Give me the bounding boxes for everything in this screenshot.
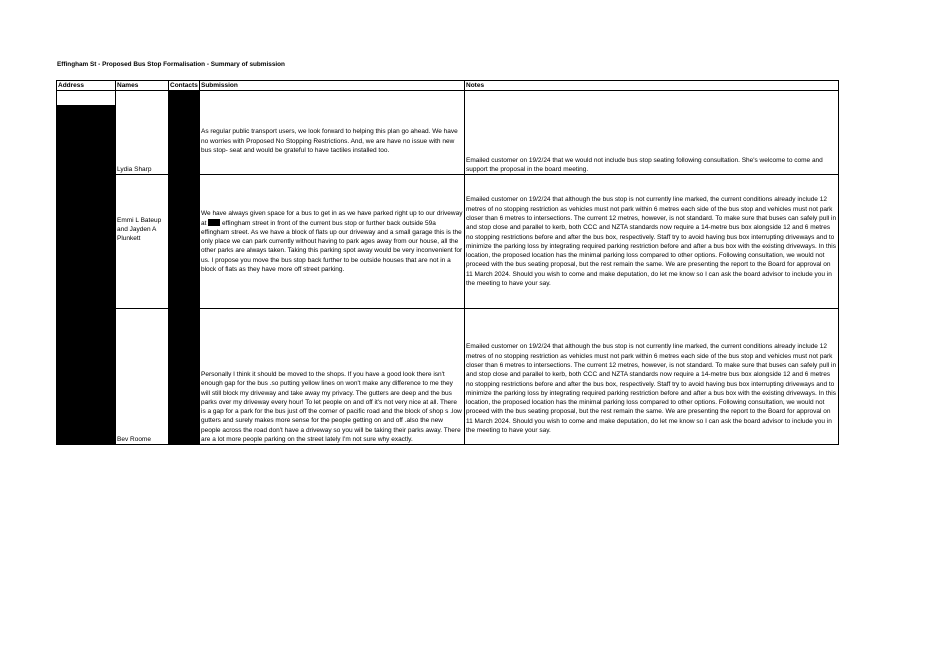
submission-text: As regular public transport users, we look forward to helping this plan go ahead. We have no worries with Proposed No Stopping Restrictions. And, we are have no issue with new bus stop- seat and would be grateful to have tactiles installed too. — [201, 128, 458, 154]
notes-text: Emailed customer on 19/2/24 that although the bus stop is not currently line marked, the current conditions already include 12 metres of no stopping restriction as vehicles must not park within 6 metres each side of the bus stop and vehicles must not park closer than 6 metres to intersections. The current 12 metres, however, is not standard. To make sure that buses can safely pull in and stop close and parallel to kerb, both CCC and NZTA standards now require a 14-metre bus box alongside 12 and 6 metres no stopping restrictions before and after the bus box, respectively. Staff try to avoid having bus box interrupting driveways and to minimize the parking loss by integrating required parking restriction before and after a bus box with the existing driveways. In this location, the proposed location has the minimal parking loss compared to other options. Following consultation, we would not proceed with the bus seating proposal, but the rest remain the same. We are presenting the report to the Board for approval on 11 March 2024. Should you wish to come and make deputation, do let me know so I can ask the board advisor to include you in the meeting to have your say. — [466, 196, 837, 287]
redacted-contacts — [169, 309, 200, 445]
header-notes: Notes — [465, 81, 839, 91]
header-submission: Submission — [200, 81, 465, 91]
submission-cell — [200, 309, 465, 445]
table-header-row — [57, 81, 839, 91]
submitter-name: Bev Roome — [117, 436, 151, 443]
redacted-address — [57, 175, 116, 309]
redacted-street-number — [208, 219, 220, 226]
document-title: Effingham St - Proposed Bus Stop Formalisation - Summary of submission — [57, 61, 285, 68]
address-cell — [57, 91, 116, 175]
submission-cell — [200, 175, 465, 309]
redacted-address — [57, 91, 115, 105]
notes-text: Emailed customer on 19/2/24 that we would not include bus stop seating following consultation. She's welcome to come and support the proposal in the board meeting. — [466, 156, 823, 173]
table-row — [57, 309, 839, 445]
notes-text: Emailed customer on 19/2/24 that although the bus stop is not currently line marked, the current conditions already include 12 metres of no stopping restriction as vehicles must not park within 6 metres each side of the bus stop and vehicles must not park closer than 6 metres to intersections. The current 12 metres, however, is not standard. To make sure that buses can safely pull in and stop close and parallel to kerb, both CCC and NZTA standards now require a 14-metre bus box alongside 12 and 6 metres no stopping restrictions before and after the bus box, respectively. Staff try to avoid having bus box interrupting driveways and to minimize the parking loss by integrating required parking restriction before and after a bus box with the existing driveways. In this location, the proposed location has the minimal parking loss compared to other options. Following consultation, we would not proceed with the bus seating proposal, but the rest remain the same. We are presenting the report to the Board for approval on 11 March 2024. Should you wish to come and make deputation, do let me know so I can ask the board advisor to include you in the meeting to have your say. — [466, 343, 837, 434]
submission-cell — [200, 91, 465, 175]
notes-cell — [465, 309, 839, 445]
redacted-contacts — [169, 175, 200, 309]
submission-text-after: effingham street in front of the current bus stop or further back outside 59a effingham street. As we have a block of flats up our driveway and a small garage this is the only place we can park currently without having to park ages away from our house, all the other parks are always taken. Taking this parking spot away would be very inconvenient for us. I propose you move the bus stop back further to be outside houses that are not in a block of flats as they have more off street parking. — [201, 219, 463, 274]
name-cell — [116, 175, 169, 309]
submitter-name: Lydia Sharp — [117, 166, 152, 173]
redacted-address-block — [57, 105, 115, 174]
table-row — [57, 91, 839, 175]
name-cell — [116, 309, 169, 445]
redacted-contacts — [169, 91, 200, 175]
header-address: Address — [57, 81, 116, 91]
submission-text: Personally I think it should be moved to the shops. If you have a good look there isn't enough gap for the bus .so putting yellow lines on won't make any difference to me they will still block my driveway and take away my privacy. The gutters are deep and the bus parks over my driveway every hour! To let people on and off it's not very nice at all. There is a gap for a park for the bus just off the corner of pacific road and the block of shop s .low gutters and surely makes more sense for the people getting on and off .also the new people across the road don't have a driveway so you will be taking their parks away. There are a lot more people parking on the street lately I'm not sure why exactly. — [201, 370, 462, 443]
redacted-address — [57, 309, 116, 445]
submission-text-before: We have always given space for a bus to get in as we have parked right up to our driveway at — [201, 210, 463, 227]
notes-cell — [465, 175, 839, 309]
name-cell — [116, 91, 169, 175]
table-row — [57, 175, 839, 309]
submission-table — [56, 80, 839, 445]
header-contacts: Contacts — [170, 82, 198, 89]
header-names: Names — [116, 81, 169, 91]
notes-cell — [465, 91, 839, 175]
submitter-name: Emmi L Bateup and Jayden A Plunkett — [117, 216, 162, 243]
